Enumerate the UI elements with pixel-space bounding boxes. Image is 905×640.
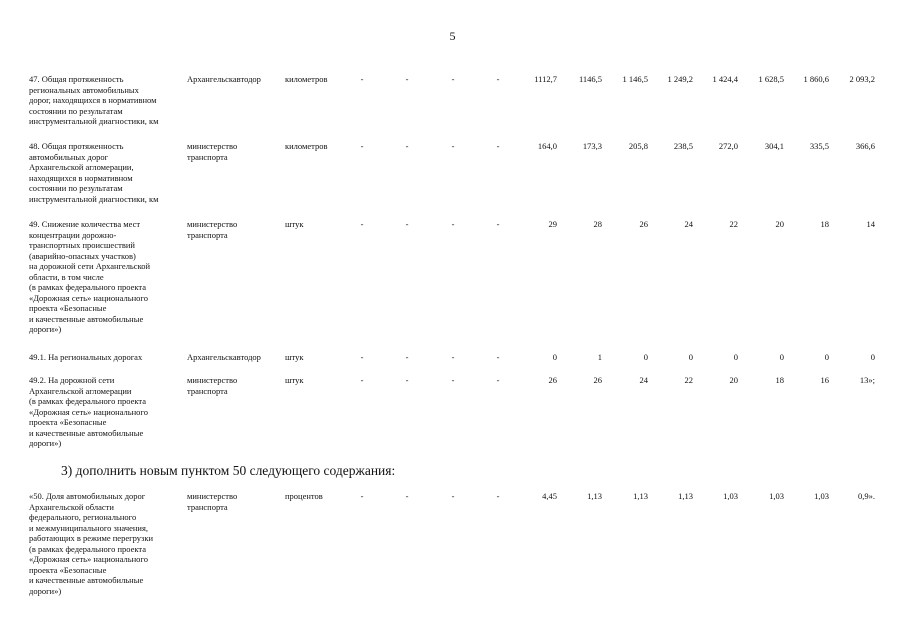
indicator-value: 1: [597, 352, 602, 362]
indicator-value: 1,03: [723, 491, 738, 501]
text-line: «Дорожная сеть» национального: [29, 554, 148, 564]
text-line: региональных автомобильных: [29, 84, 139, 95]
text-line: «Дорожная сеть» национального: [29, 292, 148, 303]
indicator-value: 1,13: [587, 491, 602, 501]
empty-value-dash: -: [496, 74, 500, 84]
text-line: транспорта: [187, 229, 228, 240]
text-line: «50. Доля автомобильных дорог: [29, 491, 146, 501]
responsible-executor: [187, 375, 282, 396]
indicator-value: 238,5: [673, 141, 693, 151]
indicator-value: 335,5: [809, 141, 829, 151]
indicator-name: [29, 375, 179, 449]
text-line: проекта «Безопасные: [29, 417, 107, 427]
empty-value-dash: -: [360, 491, 364, 501]
text-line: федерального, регионального: [29, 512, 137, 522]
text-line: проекта «Безопасные: [29, 303, 107, 313]
empty-value-dash: -: [451, 491, 455, 501]
text-line: работающих в режиме перегрузки: [29, 533, 154, 543]
indicator-value: 18: [820, 219, 829, 229]
text-line: и качественные автомобильные: [29, 575, 144, 585]
text-line: (в рамках федерального проекта: [29, 282, 146, 292]
empty-value-dash: -: [496, 491, 500, 501]
text-line: дороги»): [29, 585, 62, 596]
text-line: 49. Снижение количества мест: [29, 219, 141, 229]
text-line: дороги»): [29, 324, 62, 334]
empty-value-dash: -: [496, 352, 500, 362]
indicator-value: 1,13: [633, 491, 648, 501]
indicator-value: 18: [775, 375, 784, 385]
unit-of-measure: километров: [285, 141, 328, 151]
text-line: Архангельской агломерации: [29, 385, 132, 396]
indicator-value: 1 628,5: [758, 74, 784, 84]
text-line: министерство: [187, 219, 238, 229]
unit-of-measure: километров: [285, 74, 328, 84]
text-line: министерство: [187, 141, 238, 151]
indicator-value: 16: [820, 375, 829, 385]
responsible-executor: [187, 352, 282, 363]
text-line: 47. Общая протяженность: [29, 74, 124, 84]
text-line: (в рамках федерального проекта: [29, 543, 146, 554]
empty-value-dash: -: [451, 74, 455, 84]
empty-value-dash: -: [405, 141, 409, 151]
text-line: концентрации дорожно-: [29, 229, 117, 240]
instruction-text: 3) дополнить новым пунктом 50 следующего содержания:: [61, 463, 396, 478]
indicator-name: [29, 219, 179, 335]
text-line: Архангельской области: [29, 501, 114, 512]
text-line: 48. Общая протяженность: [29, 141, 124, 151]
text-line: транспорта: [187, 385, 228, 396]
unit-of-measure: штук: [285, 219, 304, 229]
text-line: Архангельской агломерации,: [29, 162, 134, 172]
text-line: и качественные автомобильные: [29, 313, 144, 324]
indicator-value: 1 860,6: [803, 74, 829, 84]
indicator-value: 29: [548, 219, 557, 229]
responsible-executor: [187, 491, 282, 512]
indicator-value: 1,03: [814, 491, 829, 501]
empty-value-dash: -: [405, 375, 409, 385]
empty-value-dash: -: [451, 352, 455, 362]
indicator-value: 173,3: [582, 141, 602, 151]
indicator-value: 1,13: [678, 491, 693, 501]
empty-value-dash: -: [451, 219, 455, 229]
empty-value-dash: -: [496, 141, 500, 151]
text-line: Архангельскавтодор: [187, 74, 261, 84]
empty-value-dash: -: [405, 74, 409, 84]
responsible-executor: [187, 219, 282, 240]
indicator-value: 272,0: [718, 141, 738, 151]
indicator-value: 0: [643, 352, 648, 362]
text-line: проекта «Безопасные: [29, 564, 107, 575]
indicator-value: 26: [548, 375, 557, 385]
indicator-value: 14: [866, 219, 875, 229]
indicator-value: 0: [688, 352, 693, 362]
indicator-value: 205,8: [628, 141, 648, 151]
empty-value-dash: -: [360, 74, 364, 84]
text-line: Архангельскавтодор: [187, 352, 261, 362]
responsible-executor: [187, 141, 282, 162]
text-line: области, в том числе: [29, 271, 104, 282]
indicator-value: 20: [775, 219, 784, 229]
text-line: транспортных происшествий: [29, 240, 135, 250]
page-number: 5: [449, 29, 456, 43]
text-line: «Дорожная сеть» национального: [29, 406, 148, 417]
indicator-value: 1146,5: [578, 74, 602, 84]
text-line: автомобильных дорог: [29, 151, 109, 162]
indicator-value: 1112,7: [534, 74, 557, 84]
indicator-value: 0: [870, 352, 875, 362]
empty-value-dash: -: [360, 375, 364, 385]
empty-value-dash: -: [360, 219, 364, 229]
indicator-value: 24: [684, 219, 693, 229]
text-line: 49.1. На региональных дорогах: [29, 352, 143, 362]
indicator-value: 1 249,2: [667, 74, 693, 84]
text-line: 49.2. На дорожной сети: [29, 375, 115, 385]
indicator-value: 0,9».: [858, 491, 875, 501]
unit-of-measure: штук: [285, 352, 304, 362]
text-line: (аварийно-опасных участков): [29, 250, 136, 261]
indicator-value: 4,45: [542, 491, 557, 501]
text-line: инструментальной диагностики, км: [29, 116, 159, 126]
unit-of-measure: процентов: [285, 491, 323, 501]
text-line: дороги»): [29, 438, 62, 448]
text-line: инструментальной диагностики, км: [29, 193, 159, 204]
indicator-value: 13»;: [859, 375, 875, 385]
text-line: и межмуниципального значения,: [29, 522, 149, 533]
indicator-name: [29, 352, 179, 363]
empty-value-dash: -: [451, 375, 455, 385]
empty-value-dash: -: [496, 375, 500, 385]
indicator-value: 20: [729, 375, 738, 385]
empty-value-dash: -: [451, 141, 455, 151]
text-line: транспорта: [187, 151, 228, 162]
indicator-value: 1 146,5: [622, 74, 648, 84]
indicator-name: [29, 491, 179, 596]
indicator-name: [29, 141, 179, 204]
text-line: состоянии по результатам: [29, 183, 123, 193]
empty-value-dash: -: [405, 352, 409, 362]
text-line: состоянии по результатам: [29, 105, 123, 116]
indicator-value: 2 093,2: [849, 74, 875, 84]
indicator-value: 22: [729, 219, 738, 229]
text-line: находящихся в нормативном: [29, 172, 133, 183]
indicator-value: 304,1: [764, 141, 784, 151]
indicator-value: 28: [593, 219, 602, 229]
indicator-value: 164,0: [537, 141, 557, 151]
text-line: транспорта: [187, 501, 228, 512]
text-line: министерство: [187, 491, 238, 501]
indicator-value: 1 424,4: [712, 74, 738, 84]
text-line: на дорожной сети Архангельской: [29, 261, 151, 271]
empty-value-dash: -: [360, 141, 364, 151]
indicator-value: 0: [733, 352, 738, 362]
indicator-value: 0: [779, 352, 784, 362]
indicator-value: 26: [593, 375, 602, 385]
responsible-executor: [187, 74, 282, 85]
empty-value-dash: -: [405, 219, 409, 229]
text-line: дорог, находящихся в нормативном: [29, 95, 157, 105]
unit-of-measure: штук: [285, 375, 304, 385]
empty-value-dash: -: [405, 491, 409, 501]
indicator-name: [29, 74, 179, 127]
text-line: и качественные автомобильные: [29, 427, 144, 438]
text-line: министерство: [187, 375, 238, 385]
indicator-value: 0: [552, 352, 557, 362]
indicator-value: 0: [824, 352, 829, 362]
empty-value-dash: -: [360, 352, 364, 362]
empty-value-dash: -: [496, 219, 500, 229]
indicator-value: 366,6: [855, 141, 875, 151]
indicator-value: 26: [639, 219, 648, 229]
indicator-value: 1,03: [769, 491, 784, 501]
text-line: (в рамках федерального проекта: [29, 396, 146, 406]
indicator-value: 24: [639, 375, 648, 385]
indicator-value: 22: [684, 375, 693, 385]
